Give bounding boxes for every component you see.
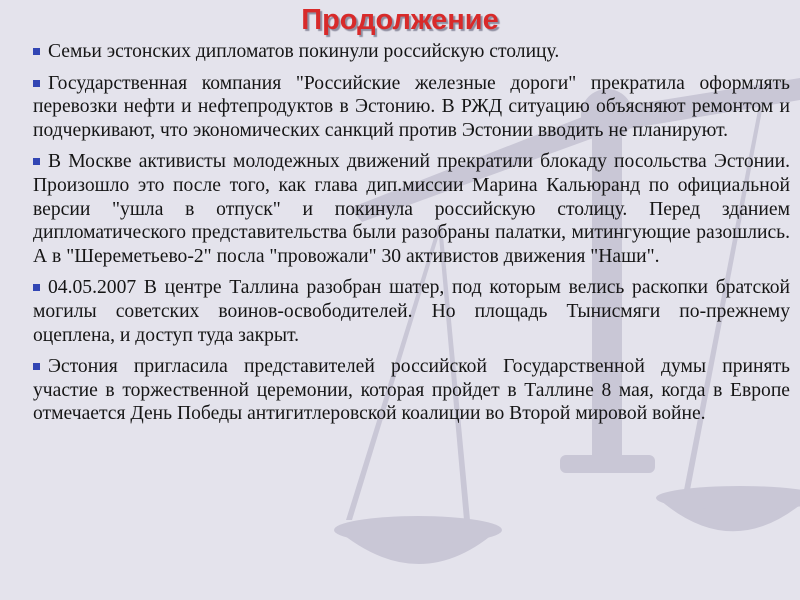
bullet-text: 04.05.2007 В центре Таллина разобран шатер, под которым велись раскопки братской могилы советских воинов-освободителей. Но площадь Тынисмяги по-прежнему оцеплена, и доступ туда закрыт. — [33, 277, 790, 346]
square-bullet-icon — [33, 48, 40, 55]
bullet-item — [33, 150, 790, 268]
bullet-text: В Москве активисты молодежных движений прекратили блокаду посольства Эстонии. Произошло это после того, как глава дип.миссии Марина Кальюранд по официальной версии "ушла в отпуск" и покинула российскую столицу. Перед зданием дипломатического представительства были разобраны палатки, митингующие разошлись. А в "Шереметьево-2" посла "провожали" 30 активистов движения "Наши". — [33, 151, 790, 267]
bullet-item — [33, 355, 790, 426]
bullet-list — [33, 40, 790, 434]
bullet-text: Эстония пригласила представителей российской Государственной думы принять участие в торжественной церемонии, которая пройдет в Таллине 8 мая, когда в Европе отмечается День Победы антигитлеровской коалиции во Второй мировой войне. — [33, 356, 790, 425]
bullet-text: Семьи эстонских дипломатов покинули российскую столицу. — [48, 41, 560, 62]
square-bullet-icon — [33, 80, 40, 87]
bullet-item — [33, 72, 790, 143]
slide-title: Продолжение — [301, 4, 499, 36]
square-bullet-icon — [33, 158, 40, 165]
bullet-item — [33, 276, 790, 347]
bullet-text: Государственная компания "Российские железные дороги" прекратила оформлять перевозки нефти и нефтепродуктов в Эстонию. В РЖД ситуацию объясняют ремонтом и подчеркивают, что экономических санкций против Эстонии вводить не планируют. — [33, 72, 790, 141]
square-bullet-icon — [33, 363, 40, 370]
square-bullet-icon — [33, 284, 40, 291]
bullet-item — [33, 40, 790, 64]
